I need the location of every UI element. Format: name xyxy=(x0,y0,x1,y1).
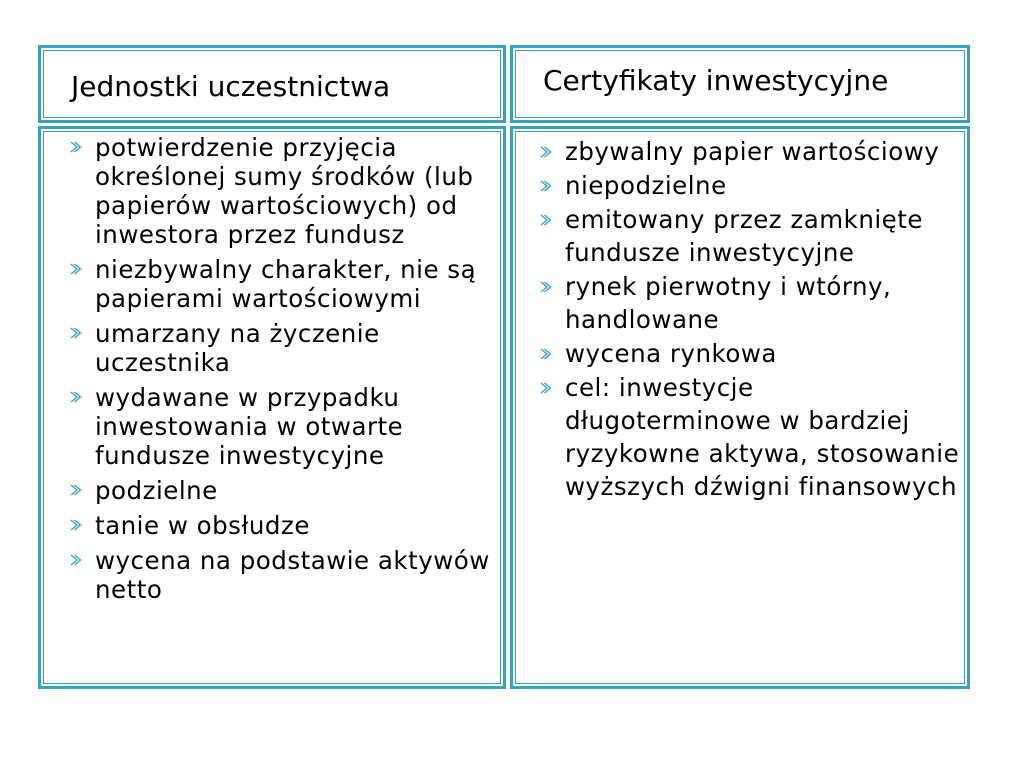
chevron-right-icon xyxy=(69,483,83,497)
list-item xyxy=(67,476,497,505)
chevron-right-icon xyxy=(539,347,553,361)
left-header-box xyxy=(38,45,506,123)
chevron-right-icon xyxy=(69,262,83,276)
chevron-right-icon xyxy=(69,390,83,404)
list-item xyxy=(537,203,967,269)
list-item xyxy=(67,383,497,470)
right-header-title: Certyfikaty inwestycyjne xyxy=(543,64,889,97)
right-bullet-list xyxy=(537,135,967,504)
list-item xyxy=(537,337,967,370)
chevron-right-icon xyxy=(539,145,553,159)
list-item-text: wydawane w przypadku inwestowania w otwarte fundusze inwestycyjne xyxy=(95,383,404,470)
chevron-right-icon xyxy=(539,280,553,294)
list-item-text: cel: inwestycje długoterminowe w bardziej ryzykowne aktywa, stosowanie wyższych dźwigni finansowych xyxy=(565,373,960,501)
list-item-text: emitowany przez zamknięte fundusze inwestycyjne xyxy=(565,205,923,267)
list-item-text: niezbywalny charakter, nie są papierami wartościowymi xyxy=(95,255,477,313)
chevron-right-icon xyxy=(539,213,553,227)
list-item xyxy=(67,546,497,604)
right-header-box xyxy=(510,45,970,123)
list-item xyxy=(537,270,967,336)
left-header-title: Jednostki uczestnictwa xyxy=(71,70,391,103)
list-item-text: wycena na podstawie aktywów netto xyxy=(95,546,490,604)
left-bullet-list xyxy=(67,133,497,610)
chevron-right-icon xyxy=(69,140,83,154)
chevron-right-icon xyxy=(539,381,553,395)
chevron-right-icon xyxy=(539,179,553,193)
list-item-text: zbywalny papier wartościowy xyxy=(565,137,940,166)
list-item-text: wycena rynkowa xyxy=(565,339,777,368)
list-item-text: potwierdzenie przyjęcia określonej sumy środków (lub papierów wartościowych) od inwestora przez fundusz xyxy=(95,133,474,249)
list-item-text: podzielne xyxy=(95,476,218,505)
chevron-right-icon xyxy=(69,326,83,340)
list-item-text: tanie w obsłudze xyxy=(95,511,310,540)
chevron-right-icon xyxy=(69,553,83,567)
left-list-box xyxy=(38,126,506,689)
list-item xyxy=(67,133,497,249)
list-item xyxy=(537,135,967,168)
list-item xyxy=(67,255,497,313)
list-item xyxy=(67,319,497,377)
list-item-text: umarzany na życzenie uczestnika xyxy=(95,319,380,377)
list-item-text: niepodzielne xyxy=(565,171,727,200)
chevron-right-icon xyxy=(69,518,83,532)
list-item xyxy=(537,371,967,503)
list-item xyxy=(67,511,497,540)
list-item-text: rynek pierwotny i wtórny, handlowane xyxy=(565,272,892,334)
right-list-box xyxy=(510,126,970,689)
list-item xyxy=(537,169,967,202)
